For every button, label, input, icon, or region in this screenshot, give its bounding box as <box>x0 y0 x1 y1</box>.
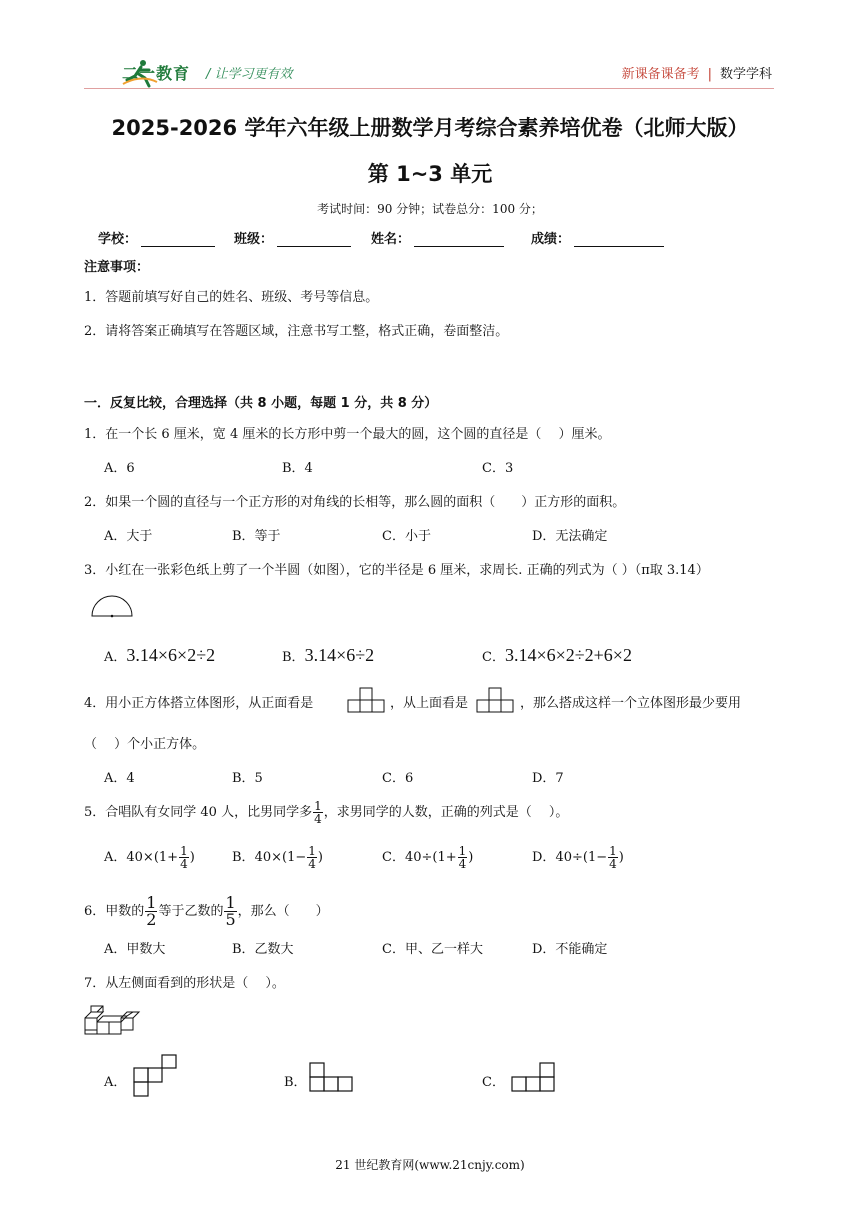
page-footer: 21 世纪教育网(www.21cnjy.com) <box>335 1158 525 1172</box>
exam-info: 考试时间：90 分钟；试卷总分：100 分； <box>317 202 543 216</box>
paper-subtitle: 第 1~3 单元 <box>367 162 493 186</box>
q1-option-c[interactable]: C．3 <box>482 461 514 476</box>
q5-option-a-pre: 40×(1+ <box>126 850 179 865</box>
q4-option-b[interactable]: B．5 <box>232 771 263 786</box>
notice-heading: 注意事项： <box>84 260 150 275</box>
header-divider <box>84 88 774 89</box>
q7-option-a[interactable]: A． <box>104 1075 127 1090</box>
score-blank[interactable] <box>574 232 664 247</box>
section-1-heading: 一．反复比较，合理选择（共 8 小题，每题 1 分，共 8 分） <box>84 396 438 411</box>
fraction-denominator: 4 <box>308 857 316 871</box>
q2-option-c[interactable]: C．小于 <box>382 529 431 544</box>
q7-option-b-figure-icon <box>308 1062 358 1092</box>
header-right <box>622 63 772 82</box>
q7-stem: 7．从左侧面看到的形状是（ ）。 <box>84 976 285 991</box>
q4-stem-2: ，从上面看是 <box>390 696 469 711</box>
q2-option-d[interactable]: D．无法确定 <box>532 529 608 544</box>
paper-title: 2025-2026 学年六年级上册数学月考综合素养培优卷（北师大版） <box>111 116 749 140</box>
name-blank[interactable] <box>414 232 504 247</box>
name-label: 姓名： <box>371 232 411 247</box>
q2-option-b[interactable]: B．等于 <box>232 529 281 544</box>
q3-option-a[interactable] <box>104 645 215 666</box>
q5-stem-1: 5．合唱队有女同学 40 人，比男同学多 <box>84 805 313 820</box>
q5-option-b-pre: 40×(1− <box>254 850 307 865</box>
q5-stem <box>84 800 568 825</box>
q3-stem: 3．小红在一张彩色纸上剪了一个半圆（如图），它的半径是 6 厘米，求周长. 正确的列式为（ ）（π取 3.14） <box>84 563 709 578</box>
q5-option-d-post: ) <box>618 850 624 865</box>
q5-option-c-post: ) <box>468 850 474 865</box>
q5-stem-fraction <box>313 800 323 825</box>
q6-option-a[interactable]: A．甲数大 <box>104 942 166 957</box>
q2-stem: 2．如果一个圆的直径与一个正方形的对角线的长相等，那么圆的面积（ ）正方形的面积。 <box>84 495 626 510</box>
front-view-figure-icon <box>347 686 387 714</box>
q4-option-c[interactable]: C．6 <box>382 771 414 786</box>
name-field <box>371 228 504 247</box>
q7-option-b[interactable]: B． <box>284 1075 307 1090</box>
q7-option-c[interactable]: C． <box>482 1075 505 1090</box>
school-label: 学校： <box>98 232 138 247</box>
fraction-numerator: 1 <box>314 799 322 813</box>
q7-option-a-figure-icon <box>132 1054 180 1098</box>
header-separator: | <box>707 67 712 82</box>
q5-option-d-label: D． <box>532 850 556 865</box>
q6-option-c[interactable]: C．甲、乙一样大 <box>382 942 483 957</box>
class-blank[interactable] <box>277 232 351 247</box>
fraction-numerator: 1 <box>458 844 467 858</box>
q5-option-d-fraction <box>608 845 618 870</box>
q5-option-b-label: B． <box>232 850 255 865</box>
q5-stem-2: ，求男同学的人数，正确的列式是（ ）。 <box>323 805 569 820</box>
q5-option-c[interactable] <box>382 845 473 870</box>
q3-option-a-label: A． <box>104 650 127 665</box>
fraction-denominator: 4 <box>458 857 467 871</box>
q4-option-d[interactable]: D．7 <box>532 771 564 786</box>
q5-option-a-label: A． <box>104 850 127 865</box>
notice-item-1: 1．答题前填写好自己的姓名、班级、考号等信息。 <box>84 290 379 305</box>
q3-option-c-expr: 3.14×6×2÷2+6×2 <box>504 645 632 665</box>
header-slogan: / 让学习更有效 <box>206 67 293 82</box>
q6-option-b[interactable]: B．乙数大 <box>232 942 294 957</box>
q3-option-b[interactable] <box>282 645 374 666</box>
fraction-denominator: 4 <box>314 812 322 826</box>
q5-option-d[interactable] <box>532 845 624 870</box>
school-blank[interactable] <box>141 232 215 247</box>
fraction-numerator: 1 <box>609 844 617 858</box>
class-label: 班级： <box>234 232 274 247</box>
q5-option-a[interactable] <box>104 845 195 870</box>
q6-stem-2: 等于乙数的 <box>158 904 224 919</box>
logo-text: 二一教育 <box>122 64 191 83</box>
fraction-numerator: 1 <box>180 844 188 858</box>
q5-option-d-pre: 40÷(1− <box>555 850 608 865</box>
header-course-label: 新课备课备考 <box>621 67 700 82</box>
q2-option-a[interactable]: A．大于 <box>104 529 153 544</box>
fraction-denominator: 4 <box>180 857 188 871</box>
q3-option-c-label: C． <box>482 650 505 665</box>
q5-option-c-pre: 40÷(1+ <box>404 850 457 865</box>
score-field <box>531 228 664 247</box>
q6-option-d[interactable]: D．不能确定 <box>532 942 608 957</box>
q1-option-a[interactable]: A．6 <box>104 461 135 476</box>
q5-option-b-fraction <box>307 845 317 870</box>
q3-option-a-expr: 3.14×6×2÷2 <box>126 645 216 665</box>
school-field <box>98 228 215 247</box>
q5-option-a-post: ) <box>189 850 195 865</box>
fraction-numerator: 1 <box>146 893 157 912</box>
q6-stem-3: ，那么（ ） <box>237 904 329 919</box>
fraction-denominator: 2 <box>146 910 157 929</box>
q3-option-b-expr: 3.14×6÷2 <box>304 645 375 665</box>
fraction-numerator: 1 <box>225 893 236 912</box>
q7-option-c-figure-icon <box>508 1062 558 1092</box>
q6-fraction-2 <box>224 895 236 928</box>
top-view-figure-icon <box>476 686 516 714</box>
q6-stem-1: 6．甲数的 <box>84 904 145 919</box>
q4-stem-1: 4．用小正方体搭立体图形，从正面看是 <box>84 696 314 711</box>
q3-option-b-label: B． <box>282 650 305 665</box>
class-field <box>234 228 351 247</box>
fraction-denominator: 4 <box>609 857 617 871</box>
q5-option-c-label: C． <box>382 850 405 865</box>
q5-option-c-fraction <box>458 845 468 870</box>
q6-fraction-1 <box>145 895 157 928</box>
header-subject-label: 数学学科 <box>719 67 772 82</box>
q5-option-a-fraction <box>179 845 189 870</box>
notice-item-2: 2．请将答案正确填写在答题区域，注意书写工整，格式正确，卷面整洁。 <box>84 324 509 339</box>
semicircle-figure-icon <box>90 596 134 620</box>
q4-stem-3: ，那么搭成这样一个立体图形最少要用 <box>520 696 742 711</box>
q1-stem: 1．在一个长 6 厘米，宽 4 厘米的长方形中剪一个最大的圆，这个圆的直径是（ ）厘米。 <box>84 427 611 442</box>
q5-option-b[interactable] <box>232 845 323 870</box>
q5-option-b-post: ) <box>317 850 323 865</box>
q4-option-a[interactable]: A．4 <box>104 771 135 786</box>
q4-stem-line2: （ ）个小正方体。 <box>84 737 206 752</box>
cube-stack-figure-icon <box>84 1004 140 1038</box>
fraction-denominator: 5 <box>225 910 236 929</box>
fraction-numerator: 1 <box>308 844 316 858</box>
q1-option-b[interactable]: B．4 <box>282 461 313 476</box>
q6-stem <box>84 895 329 928</box>
score-label: 成绩： <box>531 232 571 247</box>
q3-option-c[interactable] <box>482 645 632 666</box>
